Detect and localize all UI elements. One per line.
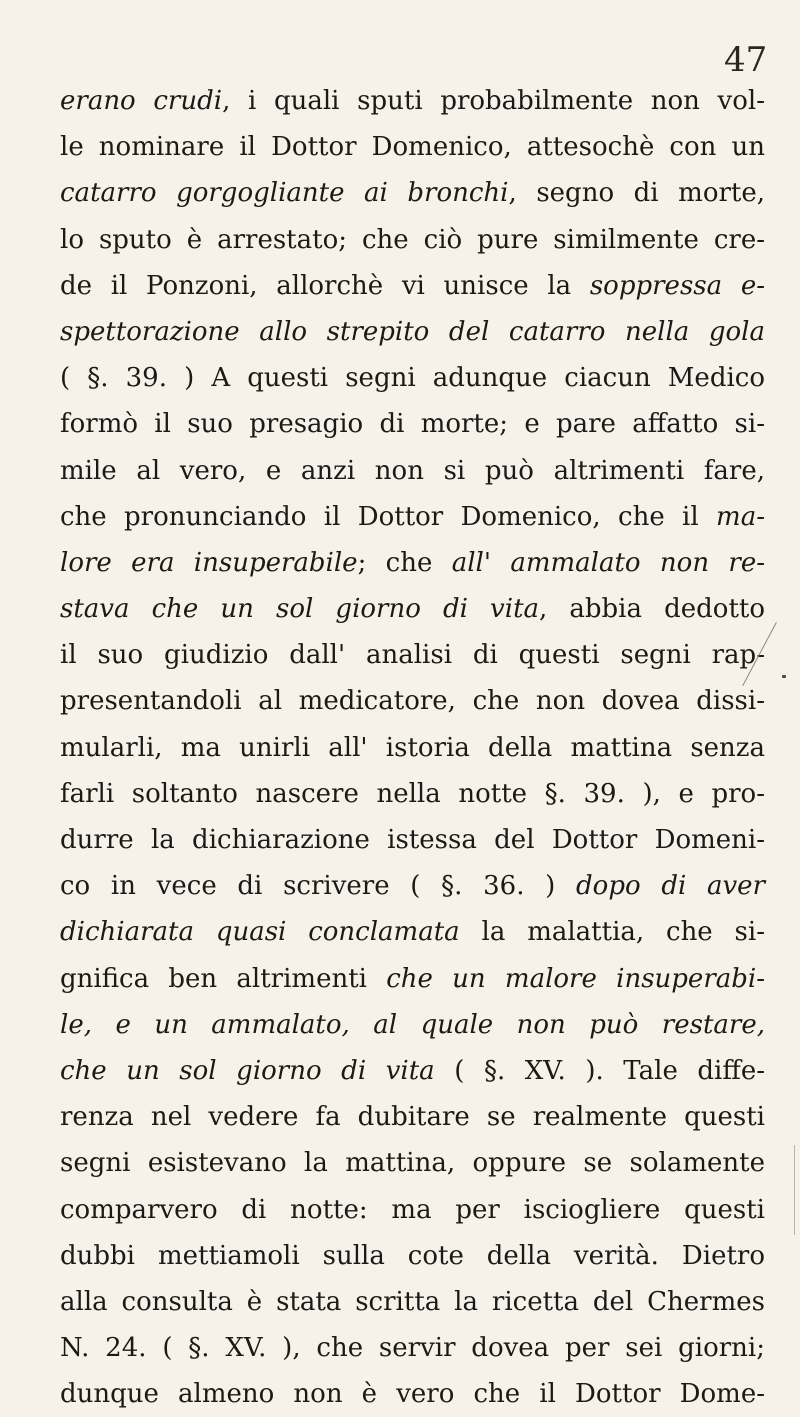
text-line — [60, 909, 765, 955]
text-line — [60, 1325, 765, 1371]
roman-text: farli soltanto nascere nella notte §. 39. ), e pro- — [60, 778, 765, 809]
text-line — [60, 540, 765, 586]
italic-text: lore era insuperabile — [60, 547, 358, 578]
roman-text: le nominare il Dottor Domenico, attesochè con un — [60, 132, 765, 163]
text-line — [60, 586, 765, 632]
text-line — [60, 78, 765, 124]
roman-text: che pronunciando il Dottor Domenico, che il — [60, 501, 717, 532]
text-line — [60, 494, 765, 540]
italic-text: ma- — [716, 501, 765, 532]
roman-text: co in vece di scrivere ( §. 36. ) — [60, 871, 577, 902]
italic-text: soppressa e- — [589, 270, 765, 301]
text-line — [60, 1094, 765, 1140]
page-edge-line — [794, 1145, 795, 1235]
text-line — [60, 817, 765, 863]
roman-text: , i quali sputi probabilmente non vol- — [222, 86, 765, 116]
roman-text: lo sputo è arrestato; che ciò pure similmente cre- — [60, 224, 765, 255]
page-number: 47 — [724, 40, 768, 80]
italic-text: dopo di aver — [576, 871, 765, 902]
text-line — [60, 1371, 765, 1417]
roman-text: ( §. XV. ). Tale diffe- — [434, 1055, 766, 1086]
roman-text: dunque almeno non è vero che il Dottor Dome- — [60, 1379, 765, 1410]
italic-text: erano crudi — [60, 86, 223, 116]
roman-text: la malattia, che si- — [459, 917, 765, 948]
margin-dot-mark — [782, 675, 786, 678]
text-line — [60, 355, 765, 401]
italic-text: stava che un sol giorno di vita — [60, 594, 540, 625]
roman-text: , segno di morte, — [508, 178, 766, 209]
roman-text: gnifica ben altrimenti — [60, 963, 387, 994]
roman-text: il suo giudizio dall' analisi di questi segni rap- — [60, 640, 765, 671]
text-line — [60, 771, 765, 817]
roman-text: comparvero di notte: ma per isciogliere questi — [60, 1194, 765, 1225]
roman-text: , abbia dedotto — [539, 594, 765, 625]
roman-text: de il Ponzoni, allorchè vi unisce la — [60, 270, 590, 301]
roman-text: presentandoli al medicatore, che non dovea dissi- — [60, 686, 765, 717]
italic-text: all' ammalato non re- — [451, 547, 766, 578]
text-line — [60, 678, 765, 724]
roman-text: mile al vero, e anzi non si può altrimenti fare, — [60, 455, 765, 486]
body-text — [60, 78, 765, 1417]
text-line — [60, 263, 765, 309]
roman-text: ( §. 39. ) A questi segni adunque ciacun Medico — [60, 363, 765, 394]
roman-text: renza nel vedere fa dubitare se realmente questi — [60, 1102, 765, 1133]
text-line — [60, 1233, 765, 1279]
text-line — [60, 401, 765, 447]
roman-text: ; che — [357, 547, 452, 578]
text-line — [60, 1140, 765, 1186]
italic-text: catarro gorgogliante ai bronchi — [60, 178, 509, 209]
italic-text: le, e un ammalato, al quale non può restare, — [60, 1009, 765, 1040]
text-line — [60, 1279, 765, 1325]
text-line — [60, 863, 765, 909]
roman-text: dubbi mettiamoli sulla cote della verità. Dietro — [60, 1240, 765, 1271]
italic-text: che un malore insuperabi- — [386, 963, 765, 994]
text-line — [60, 448, 765, 494]
roman-text: durre la dichiarazione istessa del Dottor Domeni- — [60, 825, 765, 855]
text-line — [60, 1187, 765, 1233]
text-line — [60, 956, 765, 1002]
text-line — [60, 1002, 765, 1048]
italic-text: che un sol giorno di vita — [60, 1055, 435, 1086]
text-line — [60, 170, 765, 216]
roman-text: N. 24. ( §. XV. ), che servir dovea per sei giorni; — [60, 1333, 765, 1364]
roman-text: segni esistevano la mattina, oppure se solamente — [60, 1148, 765, 1179]
italic-text: dichiarata quasi conclamata — [60, 917, 460, 948]
text-line — [60, 217, 765, 263]
text-line — [60, 1048, 765, 1094]
italic-text: spettorazione allo strepito del catarro nella gola — [60, 316, 765, 347]
roman-text: alla consulta è stata scritta la ricetta del Chermes — [60, 1286, 765, 1317]
text-line — [60, 725, 765, 771]
text-line — [60, 124, 765, 170]
roman-text: formò il suo presagio di morte; e pare affatto si- — [60, 409, 765, 440]
text-line — [60, 632, 765, 678]
text-line — [60, 309, 765, 355]
roman-text: mularli, ma unirli all' istoria della mattina senza — [60, 732, 765, 763]
